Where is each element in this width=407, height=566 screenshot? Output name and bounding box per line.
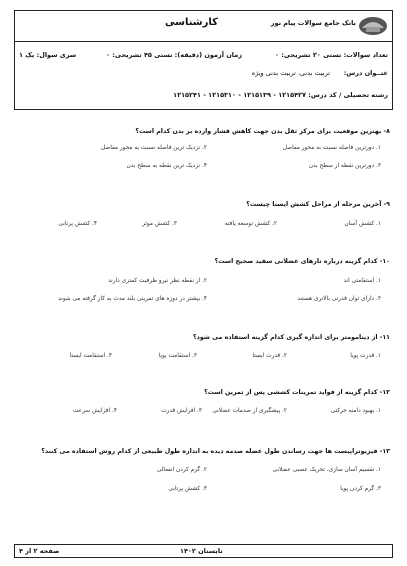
q12-option-4[interactable]: ۴. افزایش سرعت xyxy=(72,408,117,414)
question-8: ۸- بهترین موقعیت برای مرکز ثقل بدن جهت کاهش فشار وارده بر بدن کدام است؟ xyxy=(135,128,390,135)
header-top-row xyxy=(15,11,392,42)
page-number: صفحه ۲ از ۴ xyxy=(19,547,60,555)
question-series: سری سوال: یک ۱ xyxy=(19,51,77,59)
exam-header xyxy=(14,10,393,110)
q8-option-3[interactable]: ۳. دورترین نقطه از سطح بدن xyxy=(308,163,381,169)
q8-option-4[interactable]: ۴. نزدیک ترین نقطه به سطح بدن xyxy=(126,163,207,169)
q11-option-3[interactable]: ۳. استقامت پویا xyxy=(158,353,197,359)
course-label: عنــوان درس: xyxy=(343,69,388,77)
question-12: ۱۲- کدام گزینه از فواید تمرینات کششی پس از تمرین است؟ xyxy=(204,389,390,396)
q10-option-1[interactable]: ۱. استقامتی اند xyxy=(343,278,381,284)
question-10: ۱۰- کدام گزینه درباره تارهای عضلانی سفید صحیح است؟ xyxy=(214,258,390,265)
q12-option-2[interactable]: ۲. پیشگیری از صدمات عضلانی xyxy=(212,408,287,414)
course-value: تربیت بدنی، تربیت بدنی ویژه xyxy=(251,69,330,77)
q13-option-1[interactable]: ۱. تقسیم آسان سازی، تحریک عصبی عضلانی xyxy=(272,467,381,473)
question-11: ۱۱- از دینامومتر برای اندازه گیری کدام گزینه استفاده می شود؟ xyxy=(192,334,390,341)
q11-option-2[interactable]: ۲. قدرت ایستا xyxy=(252,353,287,359)
q11-option-1[interactable]: ۱. قدرت پویا xyxy=(350,353,381,359)
q12-option-1[interactable]: ۱. بهبود دامنه حرکتی xyxy=(330,408,381,414)
q8-option-1[interactable]: ۱. دورترین فاصله نسبت به محور مفاصل xyxy=(282,145,381,151)
q10-option-4[interactable]: ۴. بیشتر در دوره های تمرینی بلند مدت به کار گرفته می شوند xyxy=(58,296,207,302)
q12-option-3[interactable]: ۳. افزایش قدرت xyxy=(161,408,202,414)
q13-option-3[interactable]: ۳. گرم کردن پویا xyxy=(340,486,381,492)
question-13: ۱۳- فیزیوتراپیست ها جهت رساندن طول عضله صدمه دیده به اندازه طول طبیعی از کدام روش استفاده می کنند؟ xyxy=(41,448,390,455)
bank-title: بانک جامع سوالات پیام نور xyxy=(270,19,356,27)
q13-option-4[interactable]: ۴. کشش پرتابی xyxy=(168,486,207,492)
exam-level-title: کارشناسی xyxy=(165,17,218,28)
field-code: رشته تحصیلی / کد درس: ۱۲۱۵۴۲۷ - ۱۲۱۵۱۳۹ - ۱۲۱۵۳۱۰ - ۱۲۱۵۲۴۱ xyxy=(173,91,388,99)
q9-option-2[interactable]: ۲. کشش توسعه یافته xyxy=(224,221,277,227)
exam-duration: زمان آزمون (دقیقه): تستی ۴۵ تشریحی: ۰ xyxy=(106,51,242,59)
q8-option-2[interactable]: ۲. نزدیک ترین فاصله نسبت به محور مفاصل xyxy=(100,145,207,151)
q9-option-4[interactable]: ۴. کشش پرتابی xyxy=(58,221,97,227)
exam-term: تابستان ۱۴۰۲ xyxy=(180,547,223,555)
q10-option-2[interactable]: ۲. از نقطه نظر نیرو ظرفیت کمتری دارند xyxy=(108,278,207,284)
page-footer xyxy=(14,544,393,558)
q11-option-4[interactable]: ۴. استقامت ایستا xyxy=(69,353,112,359)
q9-option-3[interactable]: ۳. کشش موثر xyxy=(142,221,177,227)
question-9: ۹- آخرین مرحله از مراحل کشش ایستا چیست؟ xyxy=(246,201,390,208)
q9-option-1[interactable]: ۱. کشش آسان xyxy=(344,221,381,227)
q10-option-3[interactable]: ۳. دارای توان قدرتی بالاتری هستند xyxy=(297,296,381,302)
q13-option-2[interactable]: ۲. گرم کردن انفعالی xyxy=(156,467,207,473)
question-count: تعداد سوالات: تستی ۲۰ تشریحی: ۰ xyxy=(274,51,388,59)
payame-noor-logo-icon xyxy=(358,14,388,36)
